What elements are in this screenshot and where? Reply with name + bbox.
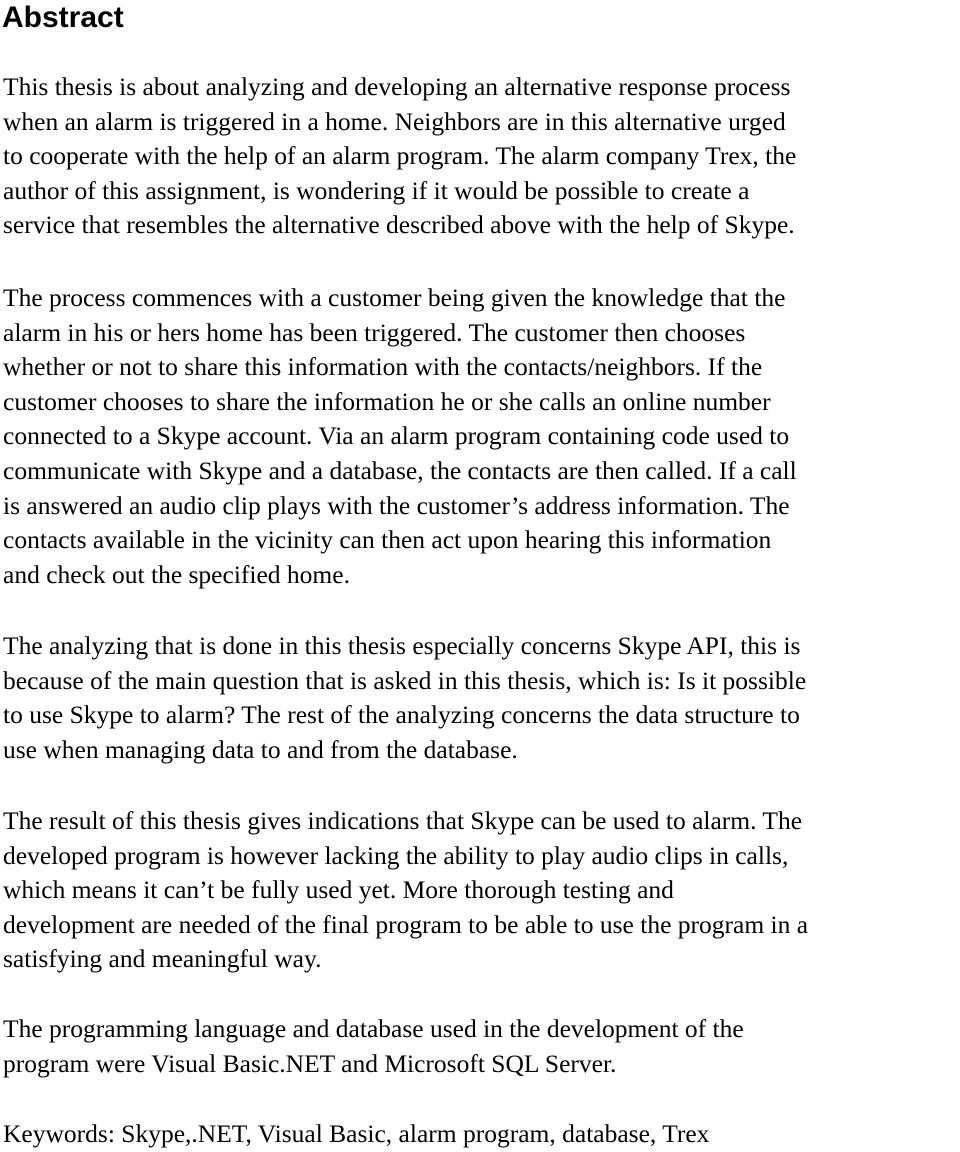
text-line: when an alarm is triggered in a home. Neighbors are in this alternative urged bbox=[3, 106, 786, 136]
paragraph-2 bbox=[3, 281, 960, 592]
text-line: The process commences with a customer being given the knowledge that the bbox=[3, 283, 786, 312]
text-line: because of the main question that is asked in this thesis, which is: Is it possible bbox=[3, 665, 807, 695]
text-line: to use Skype to alarm? The rest of the analyzing concerns the data structure to bbox=[3, 700, 800, 730]
text-line: The analyzing that is done in this thesis especially concerns Skype API, this is bbox=[3, 631, 801, 660]
keywords-line bbox=[3, 1117, 960, 1152]
text-line: service that resembles the alternative described above with the help of Skype. bbox=[3, 210, 795, 240]
text-line: program were Visual Basic.NET and Microsoft SQL Server. bbox=[3, 1048, 617, 1078]
text-line: is answered an audio clip plays with the customer’s address information. The bbox=[3, 490, 790, 520]
text-line: alarm in his or hers home has been triggered. The customer then chooses bbox=[3, 317, 746, 347]
text-line: The programming language and database used in the development of the bbox=[3, 1014, 744, 1043]
text-line: satisfying and meaningful way. bbox=[3, 944, 322, 974]
paragraph-4 bbox=[3, 804, 960, 977]
text-line: Keywords: Skype,.NET, Visual Basic, alarm program, database, Trex bbox=[3, 1119, 710, 1148]
paragraph-1 bbox=[3, 70, 960, 243]
text-line: and check out the specified home. bbox=[3, 559, 350, 589]
text-line: developed program is however lacking the ability to play audio clips in calls, bbox=[3, 840, 789, 870]
paragraph-5 bbox=[3, 1012, 960, 1081]
text-line: communicate with Skype and a database, the contacts are then called. If a call bbox=[3, 455, 797, 485]
text-line: author of this assignment, is wondering if it would be possible to create a bbox=[3, 175, 750, 205]
text-line: The result of this thesis gives indications that Skype can be used to alarm. The bbox=[3, 806, 803, 835]
text-line: development are needed of the final program to be able to use the program in a bbox=[3, 909, 809, 939]
text-line: customer chooses to share the information he or she calls an online number bbox=[3, 386, 771, 416]
text-line: connected to a Skype account. Via an alarm program containing code used to bbox=[3, 421, 790, 451]
paragraph-3 bbox=[3, 629, 960, 767]
text-line: whether or not to share this information with the contacts/neighbors. If the bbox=[3, 352, 763, 382]
text-line: contacts available in the vicinity can then act upon hearing this information bbox=[3, 525, 772, 555]
section-heading: Abstract bbox=[2, 1, 124, 34]
text-line: to cooperate with the help of an alarm program. The alarm company Trex, the bbox=[3, 141, 797, 171]
text-line: This thesis is about analyzing and developing an alternative response process bbox=[3, 72, 791, 101]
text-line: which means it can’t be fully used yet. More thorough testing and bbox=[3, 875, 674, 905]
text-line: use when managing data to and from the database. bbox=[3, 734, 518, 764]
